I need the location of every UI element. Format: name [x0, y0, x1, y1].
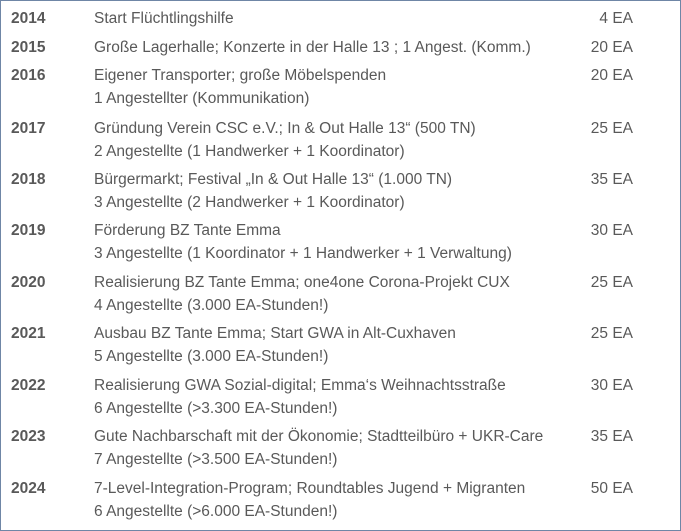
description-line: Start Flüchtlingshilfe — [94, 10, 234, 27]
description-line: 7 Angestellte (>3.500 EA-Stunden!) — [94, 451, 338, 468]
description-line: Realisierung GWA Sozial-digital; Emma‘s Weihnachtsstraße — [94, 377, 506, 394]
volunteer-count-cell: 25 EA — [590, 274, 633, 291]
year-cell: 2019 — [11, 222, 46, 239]
volunteer-count-cell: 25 EA — [590, 325, 633, 342]
year-cell: 2016 — [11, 67, 46, 84]
description-line: Große Lagerhalle; Konzerte in der Halle 13 ; 1 Angest. (Komm.) — [94, 39, 531, 56]
year-cell: 2017 — [11, 120, 46, 137]
description-line: Förderung BZ Tante Emma — [94, 222, 281, 239]
description-line: 3 Angestellte (1 Koordinator + 1 Handwerker + 1 Verwaltung) — [94, 245, 512, 262]
year-cell: 2018 — [11, 171, 46, 188]
year-cell: 2020 — [11, 274, 46, 291]
description-line: Eigener Transporter; große Möbelspenden — [94, 67, 387, 84]
volunteer-count-cell: 35 EA — [590, 171, 633, 188]
year-cell: 2024 — [11, 480, 46, 497]
year-cell: 2014 — [11, 10, 46, 27]
volunteer-count-cell: 35 EA — [590, 428, 633, 445]
description-line: Ausbau BZ Tante Emma; Start GWA in Alt-Cuxhaven — [94, 325, 456, 342]
description-line: 5 Angestellte (3.000 EA-Stunden!) — [94, 348, 329, 365]
description-line: 6 Angestellte (>3.300 EA-Stunden!) — [94, 400, 338, 417]
description-line: 2 Angestellte (1 Handwerker + 1 Koordinator) — [94, 143, 405, 160]
description-cell — [94, 36, 574, 59]
year-cell: 2023 — [11, 428, 46, 445]
description-line: Bürgermarkt; Festival „In & Out Halle 13“ (1.000 TN) — [94, 171, 453, 188]
volunteer-count-cell: 4 EA — [599, 10, 633, 27]
volunteer-count-cell: 20 EA — [590, 39, 633, 56]
description-cell — [94, 117, 574, 163]
volunteer-count-cell: 20 EA — [590, 67, 633, 84]
year-cell: 2022 — [11, 377, 46, 394]
description-line: 3 Angestellte (2 Handwerker + 1 Koordinator) — [94, 194, 405, 211]
volunteer-count-cell: 30 EA — [590, 222, 633, 239]
volunteer-count-cell: 25 EA — [590, 120, 633, 137]
year-cell: 2015 — [11, 39, 46, 56]
description-cell — [94, 425, 574, 471]
description-cell — [94, 64, 574, 110]
description-line: Realisierung BZ Tante Emma; one4one Corona-Projekt CUX — [94, 274, 510, 291]
volunteer-count-cell: 30 EA — [590, 377, 633, 394]
description-line: 4 Angestellte (3.000 EA-Stunden!) — [94, 297, 329, 314]
description-line: 1 Angestellter (Kommunikation) — [94, 90, 310, 107]
description-cell — [94, 7, 574, 30]
description-cell — [94, 477, 574, 523]
description-cell — [94, 168, 574, 214]
description-line: Gute Nachbarschaft mit der Ökonomie; Stadtteilbüro + UKR-Care — [94, 428, 544, 445]
year-cell: 2021 — [11, 325, 46, 342]
description-cell — [94, 374, 574, 420]
description-cell — [94, 219, 574, 265]
description-cell — [94, 271, 574, 317]
description-line: 7-Level-Integration-Program; Roundtables Jugend + Migranten — [94, 480, 526, 497]
description-line: Gründung Verein CSC e.V.; In & Out Halle 13“ (500 TN) — [94, 120, 476, 137]
description-line: 6 Angestellte (>6.000 EA-Stunden!) — [94, 503, 338, 520]
description-cell — [94, 322, 574, 368]
volunteer-count-cell: 50 EA — [590, 480, 633, 497]
